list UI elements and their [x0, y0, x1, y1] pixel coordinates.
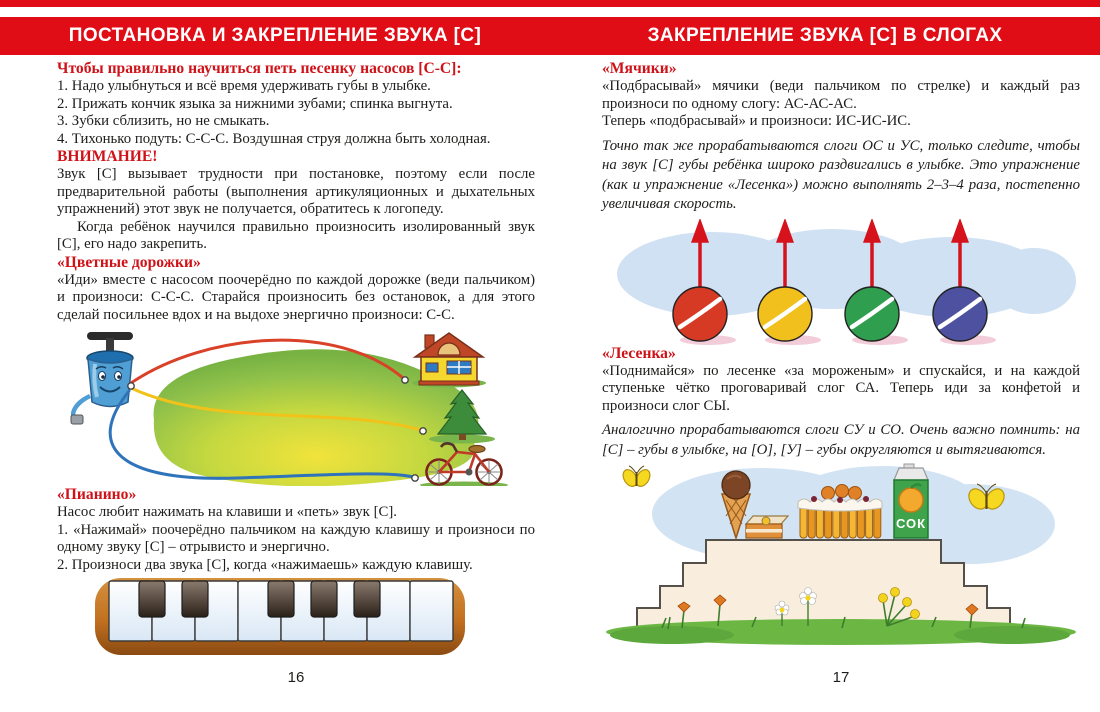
attention-paragraph: Звук [С] вызывает трудности при постановке, поэтому если после предварительной работы (выполнения артикуляционных и дыхательных упражнений) этот звук не получается, обратитесь к логопеду. [57, 166, 535, 217]
intro-step: 3. Зубки сблизить, но не смыкать. [57, 113, 270, 129]
track-start-dot [128, 383, 134, 389]
intro-step: 4. Тихонько подуть: С-С-С. Воздушная струя должна быть холодная. [57, 130, 491, 147]
left-page-header: ПОСТАНОВКА И ЗАКРЕПЛЕНИЕ ЗВУКА [С] [68, 25, 482, 46]
attention-paragraph: Когда ребёнок научился правильно произносить изолированный звук [С], его надо закрепить. [57, 218, 535, 252]
piano-step: 1. «Нажимай» поочерёдно пальчиком на каждую клавишу и произноси по одному звуку [С] – отрывисто и энергично. [57, 521, 535, 555]
juice-box-icon [894, 464, 928, 538]
color-tracks-illustration [57, 328, 535, 486]
tracks-heading: «Цветные дорожки» [57, 253, 201, 271]
balls-illustration [602, 219, 1080, 345]
ladder-note: Аналогично прорабатываются слоги СУ и СО. Очень важно помнить: на [С] – губы в улыбке, на [О], [У] – губы округляются и вытягиваются. [602, 422, 1080, 458]
page-number-right: 17 [832, 669, 850, 686]
tracks-text: «Иди» вместе с насосом поочерёдно по каждой дорожке (веди пальчиком) и произноси: С-С-С. Старайся произносить без остановок, а для этого сделай посильнее вдох и на выдохе энергично произноси: С-С. [57, 271, 535, 323]
ladder-text: «Поднимайся» по лесенке «за мороженым» и спускайся, и на каждой ступеньке чётко проговаривай слог СА. Теперь иди за конфетой и произноси слог СЫ. [602, 362, 1080, 414]
attention-heading: ВНИМАНИЕ! [57, 148, 158, 165]
top-border [0, 0, 1100, 7]
header-band [0, 17, 1100, 55]
candy-box-icon [746, 516, 788, 538]
piano-step: 2. Произноси два звука [С], когда «нажимаешь» каждую клавишу. [57, 556, 473, 573]
balls-heading: «Мячики» [602, 60, 677, 77]
track-end-dot [412, 475, 418, 481]
track-end-dot [420, 428, 426, 434]
balls-text: «Подбрасывай» мячики (веди пальчиком по стрелке) и каждый раз произноси по одному слогу: АС-АС-АС. [602, 78, 1080, 112]
juice-label: СОК [895, 516, 927, 531]
pump-icon [71, 332, 133, 424]
right-page [602, 60, 1080, 646]
intro-heading: Чтобы правильно научиться петь песенку насосов [С-С]: [57, 60, 462, 77]
butterfly-icon [620, 466, 652, 489]
page-number-left: 16 [287, 669, 305, 686]
house-icon [412, 333, 486, 388]
piano-illustration [95, 578, 465, 658]
piano-heading: «Пианино» [57, 486, 137, 503]
track-end-dot [402, 377, 408, 383]
intro-step: 1. Надо улыбнуться и всё время удерживать губы в улыбке. [57, 78, 431, 94]
balls-text: Теперь «подбрасывай» и произноси: ИС-ИС-ИС. [602, 113, 911, 129]
left-page [57, 60, 535, 658]
ladder-heading: «Лесенка» [602, 344, 676, 362]
right-page-header: ЗАКРЕПЛЕНИЕ ЗВУКА [С] В СЛОГАХ [647, 25, 1003, 46]
intro-step: 2. Прижать кончик языка за нижними зубами; спинка выгнута. [57, 95, 453, 112]
intro-steps [57, 78, 535, 148]
balls-note: Точно так же прорабатываются слоги ОС и УС, только следите, чтобы на звук [С] губы ребёнка широко раздвигались в улыбке. Это упражнение (как и упражнение «Лесенка») можно выполнять 2–3–4 раза, постепенно увеличивая скорость. [602, 137, 1080, 212]
piano-intro: Насос любит нажимать на клавиши и «петь» звук [С]. [57, 504, 397, 520]
staircase-illustration [602, 462, 1080, 646]
